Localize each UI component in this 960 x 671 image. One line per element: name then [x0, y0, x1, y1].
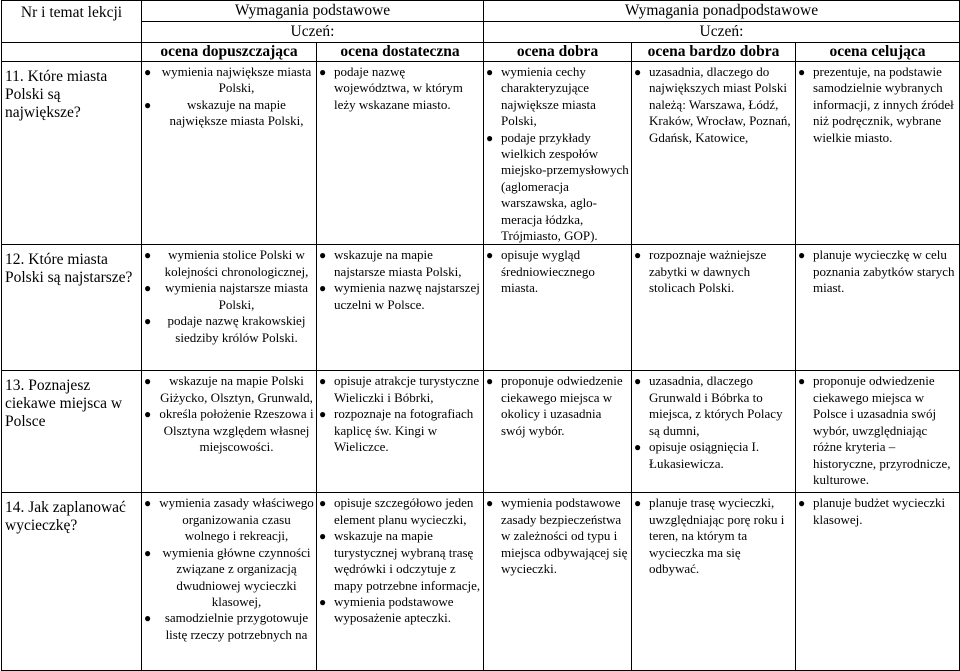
bullet-icon: ●	[486, 130, 494, 145]
requirement-item	[145, 280, 314, 313]
requirement-text: opisuje szczegółowo jeden element planu wycieczki,	[334, 495, 474, 527]
requirement-text: planuje trasę wycieczki, uwzględniając porę roku i teren, na którym ta wycieczka ma się odbywać.	[649, 495, 785, 577]
requirement-item	[487, 373, 629, 439]
requirement-text: wskazuje na mapie Polski Giżycko, Olsztyn, Grunwald,	[160, 373, 313, 405]
level-header-1: ocena dopuszczająca	[142, 43, 317, 62]
requirement-cell	[796, 62, 960, 245]
requirement-cell	[484, 493, 632, 671]
requirement-text: wymienia nazwę najstarszej uczelni w Polsce.	[334, 280, 480, 312]
level-header-4: ocena bardzo dobra	[632, 43, 796, 62]
requirement-item	[145, 373, 314, 406]
level-header-2: ocena dostateczna	[317, 43, 484, 62]
bullet-icon: ●	[144, 374, 152, 389]
bullet-icon: ●	[798, 496, 806, 511]
table-row	[2, 245, 960, 371]
requirement-item	[320, 280, 481, 313]
bullet-icon: ●	[144, 496, 152, 511]
requirement-cell	[484, 371, 632, 493]
requirement-text: prezentuje, na podstawie samodzielnie wybranych informacji, z innych źródeł niż podręcznik, wybrane wielkie miasto.	[813, 64, 954, 145]
requirement-cell	[632, 371, 796, 493]
bullet-icon: ●	[634, 248, 642, 263]
bullet-icon: ●	[319, 496, 327, 511]
topic-column-label: Nr i temat lekcji	[20, 4, 123, 21]
requirement-cell	[484, 245, 632, 371]
requirement-item	[145, 406, 314, 455]
requirement-item	[635, 495, 793, 577]
requirement-text: wymienia największe miasta Polski,	[161, 64, 312, 96]
bullet-icon: ●	[144, 611, 152, 626]
requirement-item	[799, 373, 957, 488]
bullet-icon: ●	[486, 248, 494, 263]
requirement-cell	[796, 493, 960, 671]
bullet-icon: ●	[144, 407, 152, 422]
requirement-text: określa położenie Rzeszowa i Olsztyna względem własnej miejscowości.	[159, 406, 314, 455]
requirement-item	[799, 495, 957, 528]
requirement-text: proponuje odwiedzenie ciekawego miejsca w Polsce i uzasadnia swój wybór, uwzględniając różne kryteria – historyczne, przyrodnicze, kulturowe.	[813, 373, 951, 487]
requirements-table	[1, 0, 960, 671]
requirement-item	[145, 97, 314, 130]
requirement-text: samodzielnie przygotowuje listę rzeczy potrzebnych na	[164, 610, 309, 642]
bullet-icon: ●	[634, 440, 642, 455]
bullet-icon: ●	[634, 374, 642, 389]
basic-requirements-sub	[142, 22, 484, 43]
requirement-item	[635, 247, 793, 296]
advanced-student-label: Uczeń:	[699, 23, 744, 40]
level-header-5: ocena celująca	[796, 43, 960, 62]
bullet-icon: ●	[319, 65, 327, 79]
requirement-item	[635, 64, 793, 146]
bullet-icon: ●	[319, 281, 327, 296]
requirement-text: wskazuje na mapie największe miasta Polski,	[169, 96, 304, 129]
requirement-cell	[632, 62, 796, 245]
requirement-cell	[317, 245, 484, 371]
requirement-item	[320, 495, 481, 528]
table-row	[2, 371, 960, 493]
advanced-requirements-header	[484, 1, 960, 22]
requirement-text: rozpoznaje ważniejsze zabytki w dawnych stolicach Polski.	[649, 247, 767, 296]
requirement-text: uzasadnia, dlaczego do największych miast Polski należą: Warszawa, Łódź, Kraków, Wrocław, Poznań, Gdańsk, Katowice,	[649, 64, 791, 145]
lesson-topic: 14. Jak zaplanować wycieczkę?	[2, 493, 142, 671]
requirement-text: wymienia zasady właściwego organizowania czasu wolnego i rekreacji,	[159, 495, 314, 544]
requirement-text: podaje nazwę krakowskiej siedziby królów Polski.	[167, 313, 306, 345]
bullet-icon: ●	[798, 248, 806, 263]
requirement-item	[320, 247, 481, 280]
lesson-topic: 13. Poznajesz ciekawe miejsca w Polsce	[2, 371, 142, 493]
requirement-item	[145, 610, 314, 643]
topic-column-header	[2, 1, 142, 43]
bullet-icon: ●	[144, 248, 152, 263]
bullet-icon: ●	[319, 248, 327, 263]
requirements-body	[2, 62, 960, 671]
requirement-item	[320, 528, 481, 594]
requirement-item	[799, 247, 957, 296]
bullet-icon: ●	[798, 374, 806, 389]
table-row	[2, 62, 960, 245]
basic-requirements-header	[142, 1, 484, 22]
requirement-text: wskazuje na mapie turystycznej wybraną trasę wędrówki i odczytuje z mapy potrzebne informacje,	[334, 528, 481, 593]
table-row	[2, 493, 960, 671]
requirement-text: wymienia stolice Polski w kolejności chronologicznej,	[164, 247, 309, 279]
requirement-text: opisuje osiągnięcia I. Łukasiewicza.	[649, 439, 760, 471]
requirement-item	[320, 64, 481, 113]
requirement-cell	[142, 371, 317, 493]
requirement-text: wymienia główne czynności związane z organizacją dwudniowej wycieczki klasowej,	[162, 544, 311, 609]
requirement-text: planuje wycieczkę w celu poznania zabytków starych miast.	[813, 247, 955, 296]
basic-student-label: Uczeń:	[290, 23, 335, 40]
requirement-cell	[484, 62, 632, 245]
level-header-spacer	[2, 43, 142, 62]
bullet-icon: ●	[319, 407, 327, 422]
requirement-text: rozpoznaje na fotografiach kaplicę św. Kingi w Wieliczce.	[334, 406, 474, 455]
requirement-item	[799, 64, 957, 146]
requirement-text: wymienia najstarsze miasta Polski,	[165, 280, 308, 312]
bullet-icon: ●	[144, 281, 152, 296]
bullet-icon: ●	[634, 65, 642, 79]
requirement-text: wymienia podstawowe wyposażenie apteczki.	[334, 593, 454, 626]
bullet-icon: ●	[319, 374, 327, 389]
requirement-item	[145, 247, 314, 280]
requirement-cell	[796, 371, 960, 493]
requirement-item	[320, 594, 481, 627]
requirement-item	[635, 439, 793, 472]
requirement-cell	[317, 493, 484, 671]
requirement-cell	[632, 245, 796, 371]
bullet-icon: ●	[486, 496, 494, 511]
bullet-icon: ●	[319, 529, 327, 544]
requirement-item	[320, 373, 481, 406]
advanced-requirements-sub	[484, 22, 960, 43]
basic-requirements-title: Wymagania podstawowe	[234, 2, 391, 19]
requirement-cell	[142, 493, 317, 671]
requirement-item	[145, 545, 314, 611]
bullet-icon: ●	[486, 374, 494, 389]
requirement-cell	[142, 62, 317, 245]
requirement-text: wskazuje na mapie najstarsze miasta Polski,	[334, 247, 462, 279]
requirement-item	[487, 495, 629, 577]
level-header-3: ocena dobra	[484, 43, 632, 62]
requirement-item	[487, 64, 629, 130]
bullet-icon: ●	[634, 496, 642, 511]
requirement-text: proponuje odwiedzenie ciekawego miejsca w okolicy i uzasadnia swój wybór.	[501, 373, 623, 438]
requirement-cell	[317, 62, 484, 245]
requirement-item	[487, 247, 629, 296]
bullet-icon: ●	[798, 65, 806, 79]
requirement-item	[487, 130, 629, 245]
requirement-item	[145, 313, 314, 346]
requirement-item	[635, 373, 793, 439]
requirement-cell	[796, 245, 960, 371]
requirement-text: opisuje atrakcje turystyczne Wieliczki i Bóbrki,	[334, 373, 480, 405]
lesson-topic: 12. Które miasta Polski są najstarsze?	[2, 245, 142, 371]
bullet-icon: ●	[144, 545, 152, 560]
advanced-requirements-title: Wymagania ponadpodstawowe	[624, 2, 819, 19]
bullet-icon: ●	[144, 65, 152, 79]
bullet-icon: ●	[144, 314, 152, 329]
requirement-cell	[632, 493, 796, 671]
requirement-cell	[142, 245, 317, 371]
bullet-icon: ●	[486, 65, 494, 79]
requirement-text: uzasadnia, dlaczego Grunwald i Bóbrka to miejsca, z których Polacy są dumni,	[649, 373, 783, 438]
requirement-item	[145, 64, 314, 97]
requirement-item	[145, 495, 314, 544]
requirement-item	[320, 406, 481, 455]
requirement-text: wymienia podstawowe zasady bezpieczeństwa w zależności od typu i miejsca odbywającej się wycieczki.	[501, 495, 628, 577]
requirement-text: planuje budżet wycieczki klasowej.	[813, 495, 946, 527]
bullet-icon: ●	[144, 97, 152, 112]
requirement-text: podaje nazwę województwa, w którym leży wskazane miasto.	[334, 64, 463, 112]
requirement-text: wymienia cechy charakteryzujące największe miasta Polski,	[501, 64, 596, 129]
requirement-text: podaje przykłady wielkich zespołów miejsko-przemysłowych (aglomeracja warszawska, aglo-meracja łódzka, Trójmiasto, GOP).	[501, 129, 629, 244]
requirement-cell	[317, 371, 484, 493]
bullet-icon: ●	[319, 594, 327, 609]
lesson-topic: 11. Które miasta Polski są największe?	[2, 62, 142, 245]
requirement-text: opisuje wygląd średniowiecznego miasta.	[501, 247, 595, 296]
